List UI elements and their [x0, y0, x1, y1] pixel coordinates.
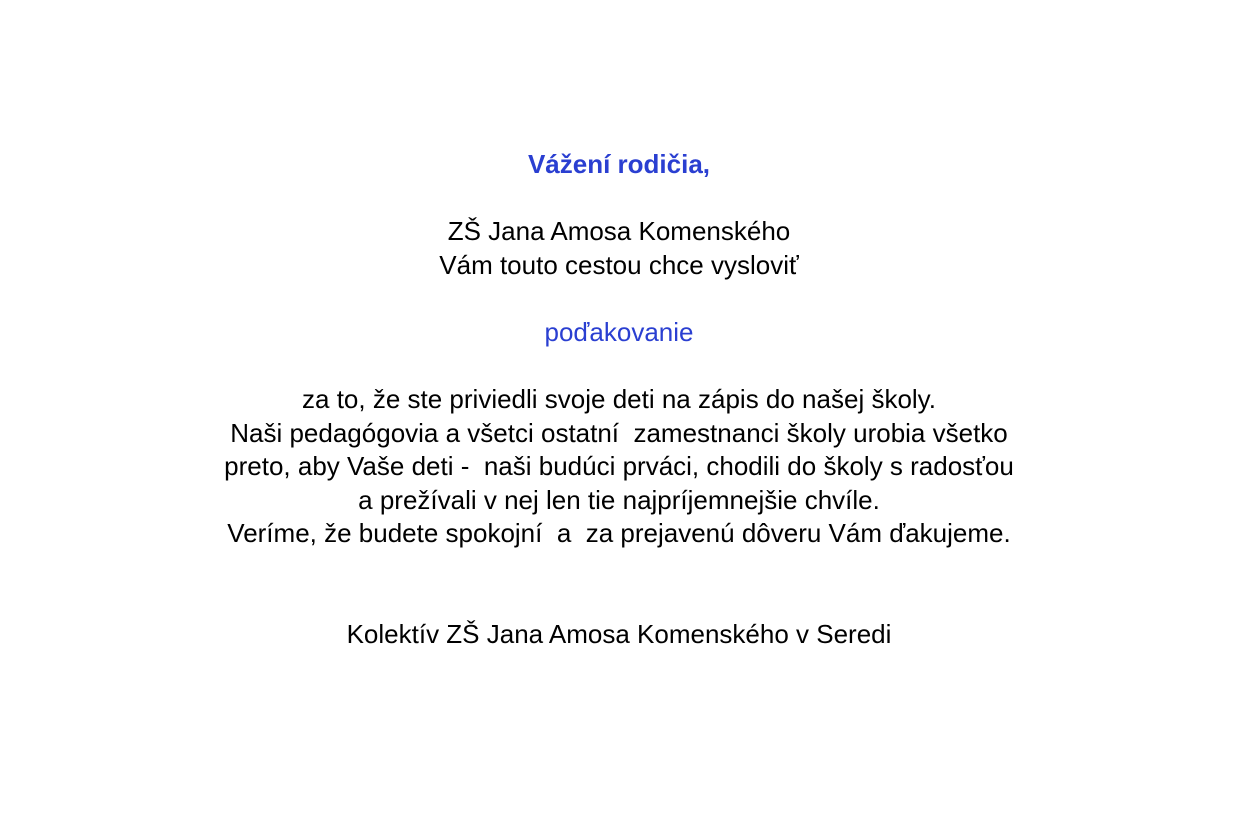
thanks-word: poďakovanie: [544, 317, 694, 347]
intro-line: ZŠ Jana Amosa Komenského: [447, 216, 791, 246]
body-line: a prežívali v nej len tie najpríjemnejšie chvíle.: [358, 485, 880, 515]
body-line: Naši pedagógovia a všetci ostatní zamestnanci školy urobia všetko: [230, 418, 1008, 448]
intro-line: Vám touto cestou chce vysloviť: [439, 250, 799, 280]
body-line: za to, že ste priviedli svoje deti na zápis do našej školy.: [302, 384, 936, 414]
signature: Kolektív ZŠ Jana Amosa Komenského v Seredi: [346, 619, 892, 649]
body-line: Veríme, že budete spokojní a za prejavenú dôveru Vám ďakujeme.: [227, 518, 1011, 548]
body-line: preto, aby Vaše deti - naši budúci prváci, chodili do školy s radosťou: [224, 451, 1014, 481]
greeting: Vážení rodičia,: [527, 149, 711, 179]
